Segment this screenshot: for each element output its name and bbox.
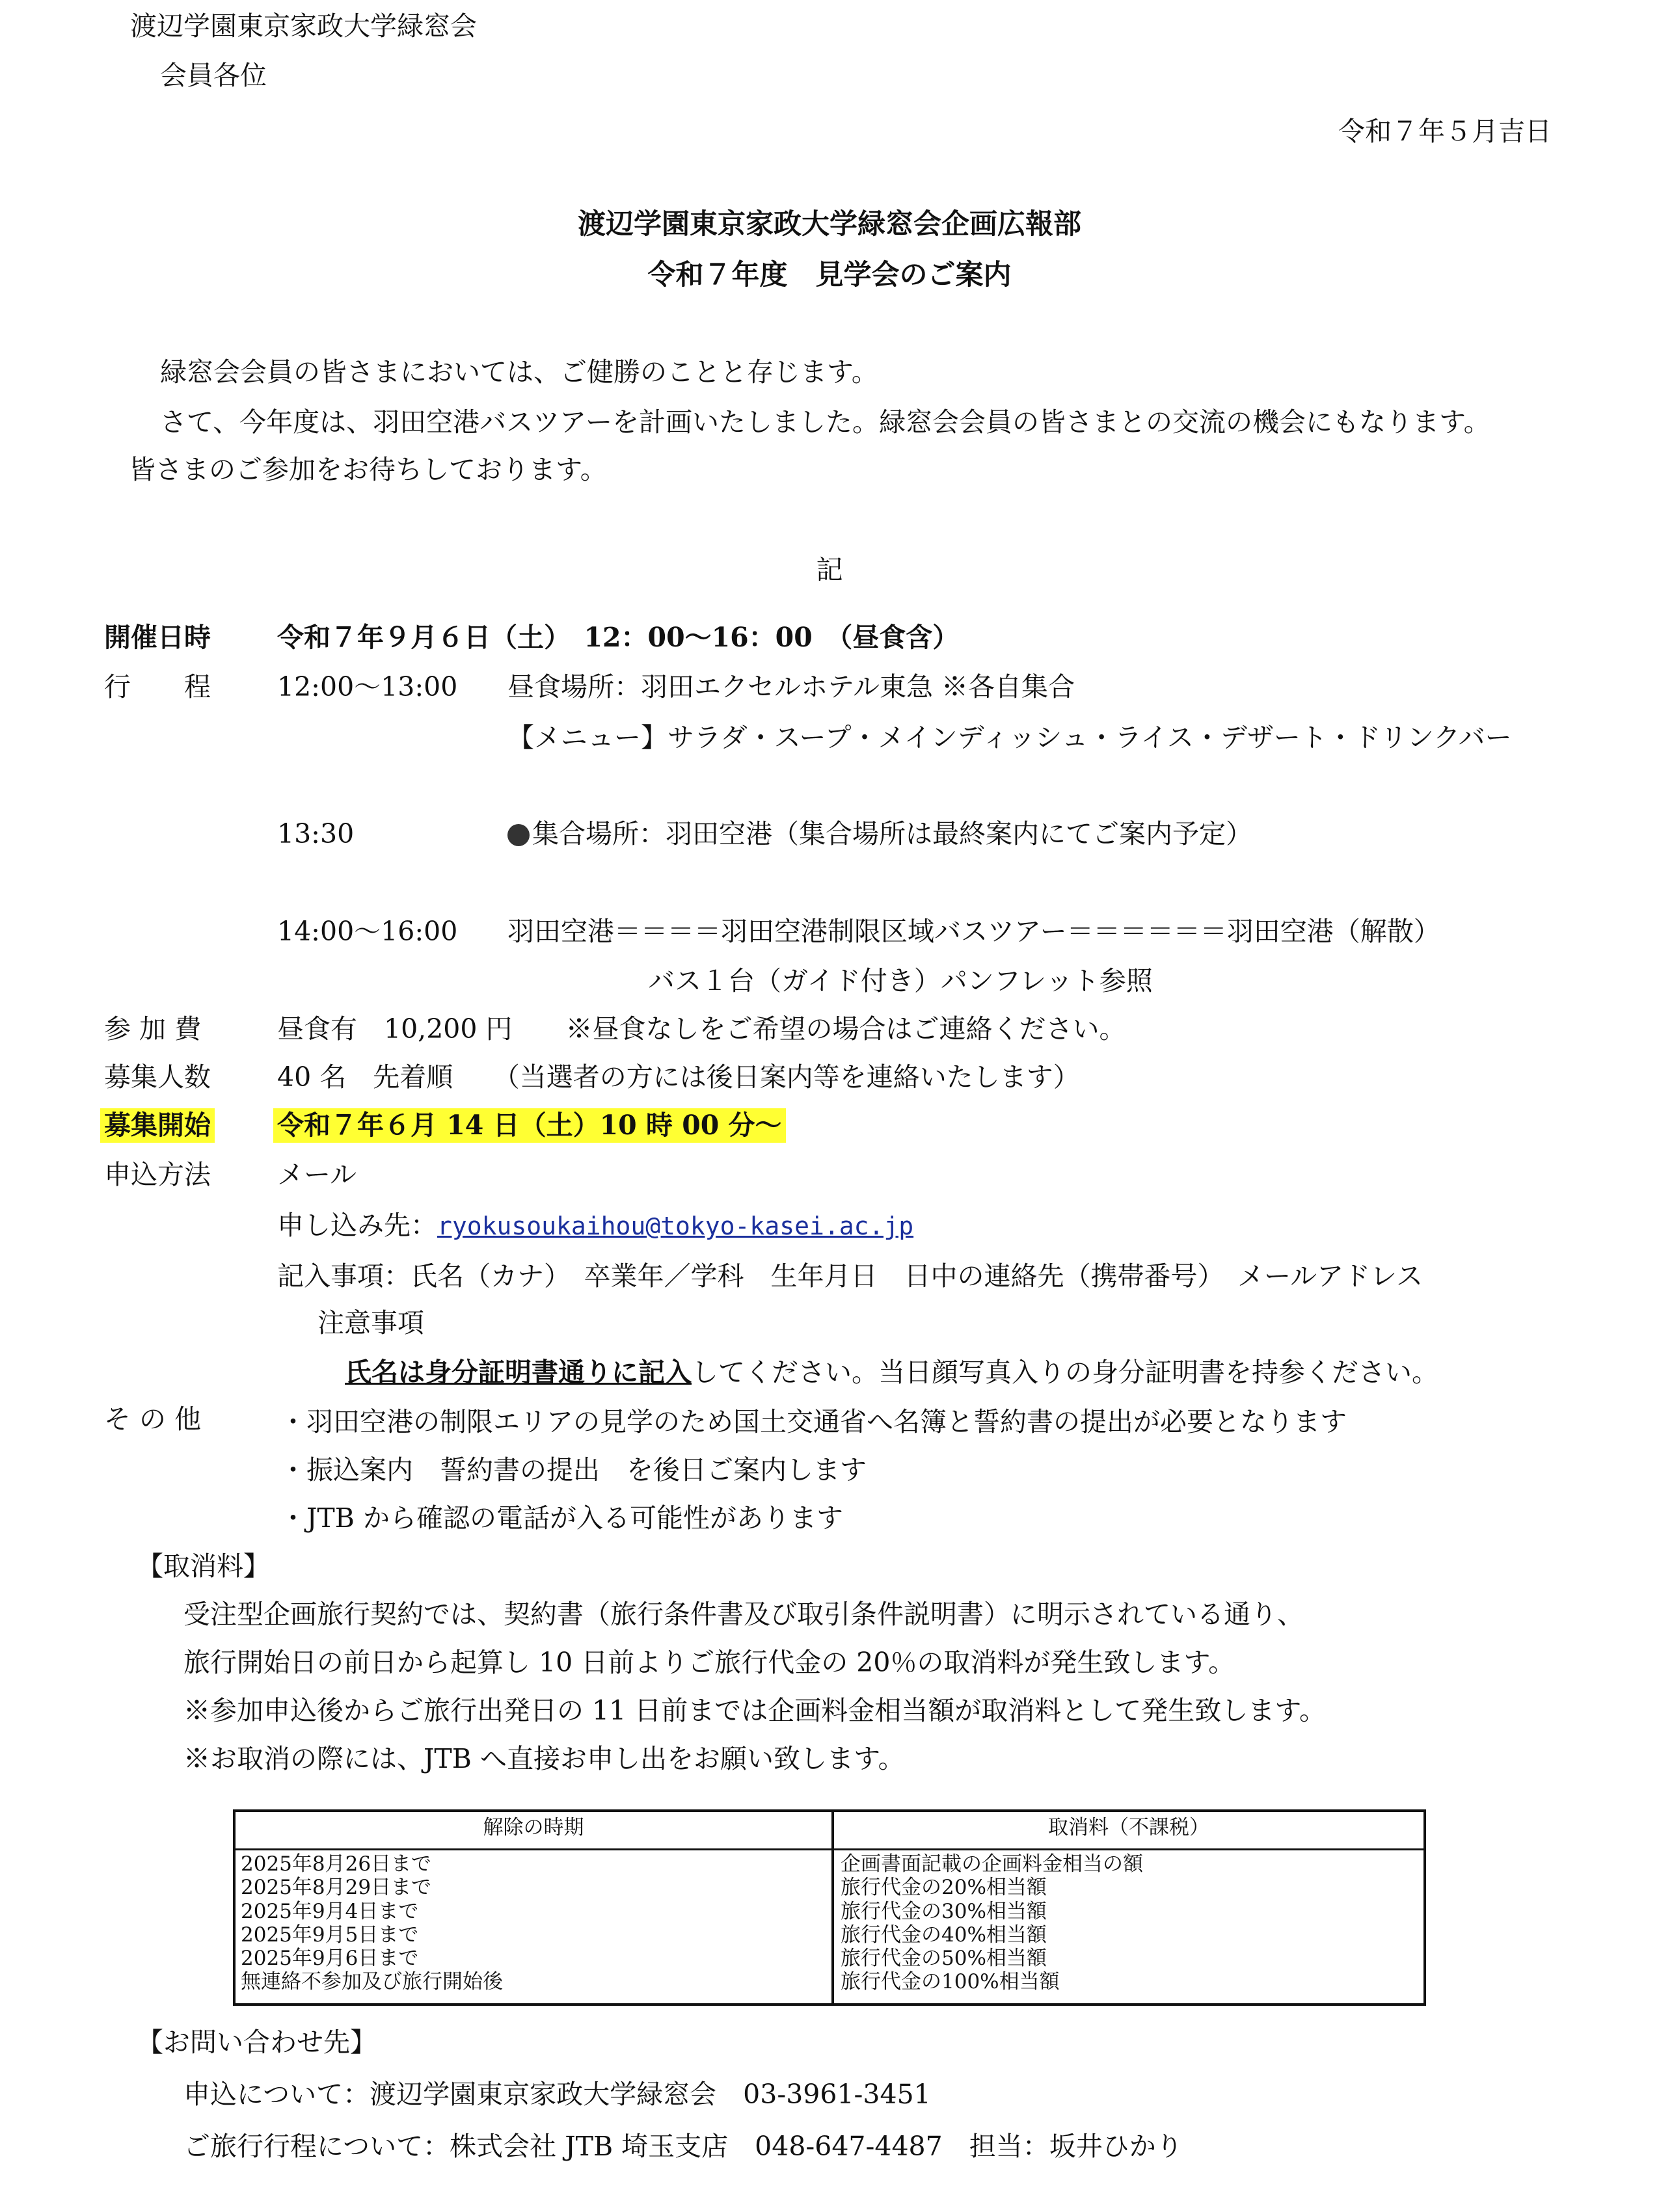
other-item-2: ・振込案内 誓約書の提出 を後日ご案内します <box>280 1454 867 1486</box>
required-entries: 記入事項：氏名（カナ） 卒業年／学科 生年月日 日中の連絡先（携帯番号） メールアドレス <box>277 1260 1423 1292</box>
label-apply: 申込方法 <box>104 1159 211 1190</box>
itinerary-meeting <box>507 818 1252 850</box>
table-fee-column <box>841 1852 1143 1994</box>
title-event: 令和７年度 見学会のご案内 <box>647 259 1012 291</box>
intro-greeting: 緑窓会会員の皆さまにおいては、ご健勝のことと存じます。 <box>160 356 878 388</box>
cancel-line-2: 旅行開始日の前日から起算し 10 日前よりご旅行代金の 20％の取消料が発生致します。 <box>183 1647 1235 1678</box>
itinerary-time-2: 13:30 <box>277 818 355 849</box>
cancellation-table <box>233 1809 1426 2006</box>
itinerary-bus-route: 羽田空港＝＝＝＝羽田空港制限区域バスツアー＝＝＝＝＝＝羽田空港（解散） <box>507 916 1440 947</box>
table-cell-fee: 旅行代金の30%相当額 <box>841 1899 1047 1923</box>
apply-to-label: 申し込み先： <box>277 1210 437 1241</box>
table-cell-period: 2025年9月5日まで <box>241 1923 419 1947</box>
cancel-heading: 【取消料】 <box>137 1551 270 1582</box>
event-date: 令和７年９月６日（土） 12：00～16：00 （昼食含） <box>277 622 960 653</box>
ki-marker: 記 <box>816 554 843 585</box>
table-cell-fee: 旅行代金の50%相当額 <box>841 1947 1047 1971</box>
apply-method: メール <box>277 1159 357 1190</box>
notes-label: 注意事項 <box>317 1307 424 1339</box>
table-cell-fee: 旅行代金の40%相当額 <box>841 1923 1047 1947</box>
cancel-line-1: 受注型企画旅行契約では、契約書（旅行条件書及び取引条件説明書）に明示されている通り、 <box>183 1599 1304 1630</box>
itinerary-bus-info: バス１台（ガイド付き）パンフレット参照 <box>648 965 1153 996</box>
label-fee: 参 加 費 <box>104 1013 202 1045</box>
label-start: 募集開始 <box>100 1108 215 1143</box>
table-divider <box>831 1812 834 2003</box>
notes-rest: してください。当日顔写真入りの身分証明書を持参ください。 <box>692 1357 1438 1388</box>
fee-value: 昼食有 10,200 円 ※昼食なしをご希望の場合はご連絡ください。 <box>277 1013 1126 1045</box>
contact-heading: 【お問い合わせ先】 <box>137 2027 377 2058</box>
intro-plan: さて、今年度は、羽田空港バスツアーを計画いたしました。緑窓会会員の皆さまとの交流の機会にもなります。 <box>160 406 1490 438</box>
table-period-column <box>241 1852 503 1994</box>
table-cell-period: 2025年8月29日まで <box>241 1876 432 1900</box>
other-item-1: ・羽田空港の制限エリアの見学のため国土交通省へ名簿と誓約書の提出が必要となります <box>280 1406 1347 1437</box>
table-cell-fee: 旅行代金の20%相当額 <box>841 1876 1047 1900</box>
table-header-rule <box>236 1848 1423 1850</box>
itinerary-meeting-text: 集合場所：羽田空港（集合場所は最終案内にてご案内予定） <box>532 818 1252 849</box>
apply-to <box>277 1210 913 1242</box>
capacity-value: 40 名 先着順 （当選者の方には後日案内等を連絡いたします） <box>277 1061 1080 1093</box>
organization-name: 渡辺学園東京家政大学緑窓会 <box>130 10 477 42</box>
table-cell-fee: 旅行代金の100%相当額 <box>841 1970 1060 1994</box>
cancel-line-4: ※お取消の際には、JTB へ直接お申し出をお願い致します。 <box>183 1743 905 1774</box>
label-itinerary: 行 程 <box>104 671 211 702</box>
label-other: そ の 他 <box>104 1404 202 1435</box>
bullet-circle-icon <box>507 824 530 846</box>
itinerary-menu: 【メニュー】サラダ・スープ・メインディッシュ・ライス・デザート・ドリンクバー <box>507 722 1512 753</box>
start-value: 令和７年６月 14 日（土）10 時 00 分～ <box>273 1108 786 1143</box>
table-cell-fee: 企画書面記載の企画料金相当の額 <box>841 1852 1143 1876</box>
itinerary-time-1: 12:00～13:00 <box>277 671 458 702</box>
cancel-line-3: ※参加申込後からご旅行出発日の 11 日前までは企画料金相当額が取消料として発生致します。 <box>183 1695 1326 1726</box>
itinerary-time-3: 14:00～16:00 <box>277 916 458 947</box>
table-cell-period: 2025年9月6日まで <box>241 1947 419 1971</box>
issue-date: 令和７年５月吉日 <box>1338 116 1552 147</box>
table-cell-period: 2025年9月4日まで <box>241 1899 419 1923</box>
contact-apply: 申込について：渡辺学園東京家政大学緑窓会 03-3961-3451 <box>183 2079 931 2110</box>
label-capacity: 募集人数 <box>104 1061 211 1093</box>
notes-text <box>345 1357 1438 1389</box>
table-cell-period: 無連絡不参加及び旅行開始後 <box>241 1970 503 1994</box>
other-item-3: ・JTB から確認の電話が入る可能性があります <box>280 1502 843 1534</box>
table-cell-period: 2025年8月26日まで <box>241 1852 432 1876</box>
email-link[interactable]: ryokusoukaihou@tokyo-kasei.ac.jp <box>437 1212 914 1240</box>
table-header-fee: 取消料（不課税） <box>1048 1816 1209 1839</box>
label-date: 開催日時 <box>104 622 211 653</box>
notes-emphasis: 氏名は身分証明書通りに記入 <box>345 1357 692 1388</box>
itinerary-lunch: 昼食場所：羽田エクセルホテル東急 ※各自集合 <box>507 671 1075 702</box>
contact-travel: ご旅行行程について：株式会社 JTB 埼玉支店 048-647-4487 担当：坂井ひかり <box>183 2131 1183 2162</box>
title-department: 渡辺学園東京家政大学緑窓会企画広報部 <box>578 208 1081 241</box>
recipients: 会員各位 <box>160 60 267 91</box>
intro-closing: 皆さまのご参加をお待ちしております。 <box>129 454 607 485</box>
table-header-period: 解除の時期 <box>483 1816 584 1839</box>
